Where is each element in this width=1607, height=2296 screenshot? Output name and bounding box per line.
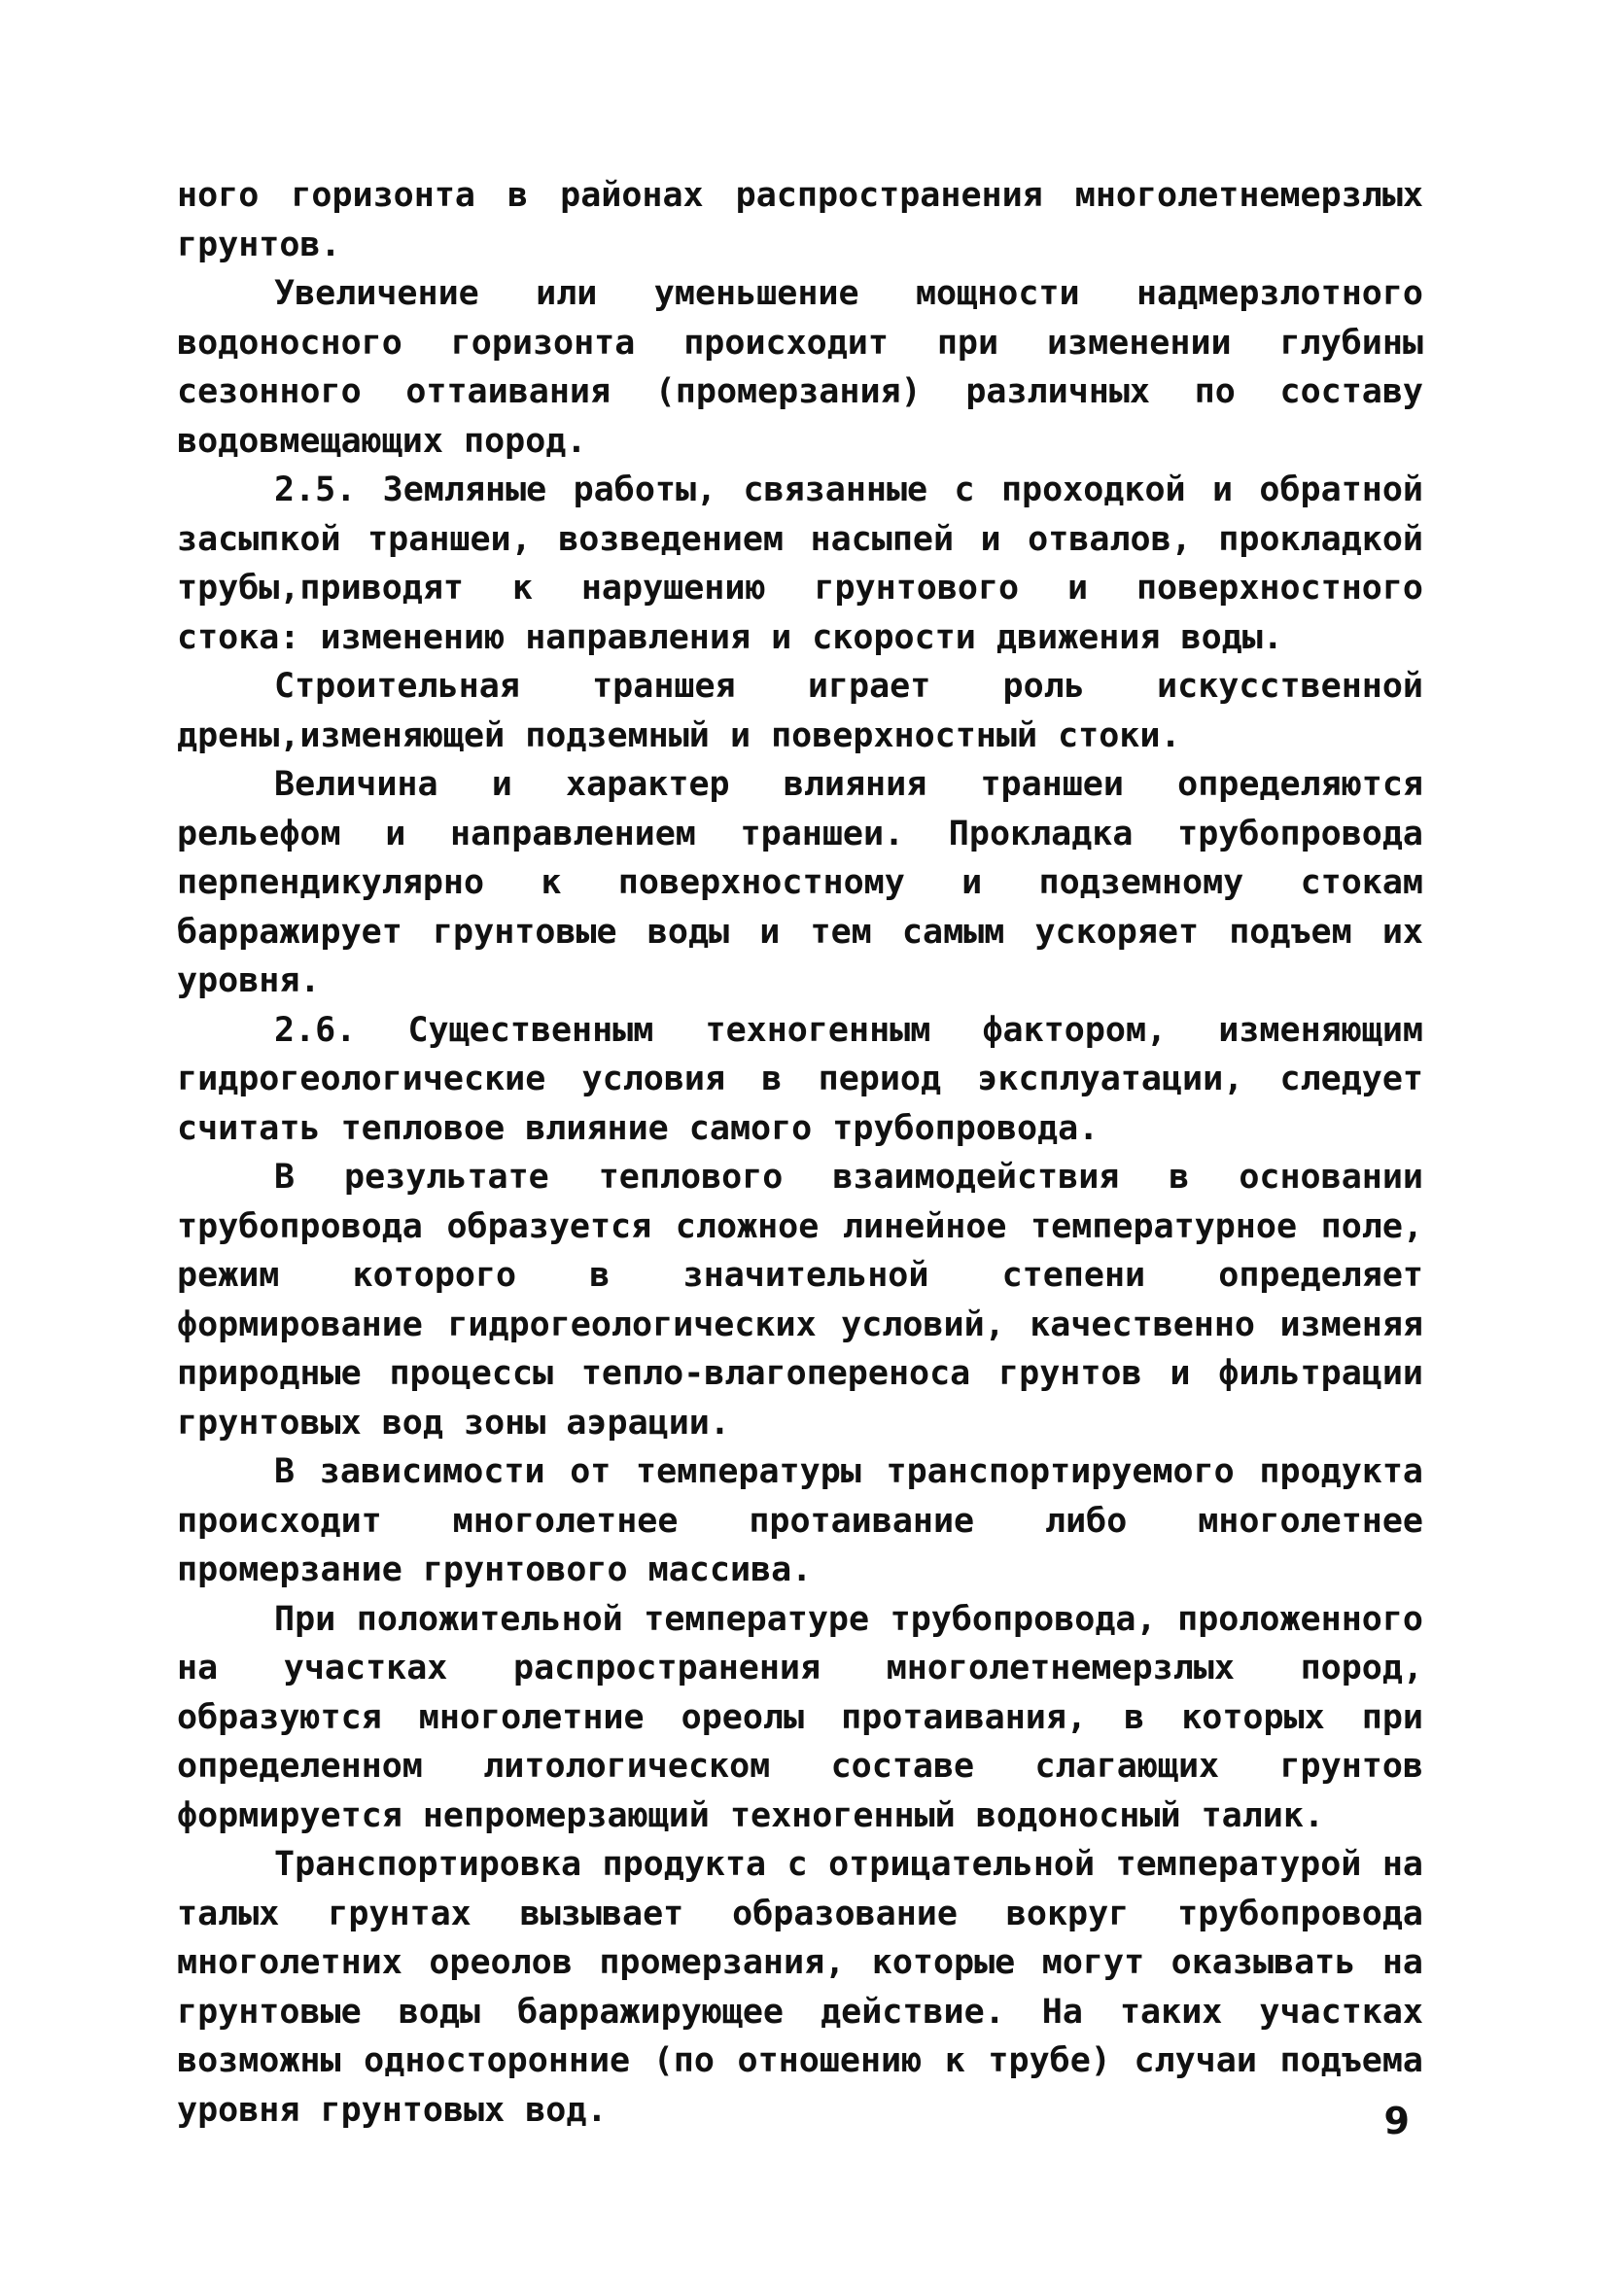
paragraph-continuation: ного горизонта в районах распространения многолетнемерзлых грунтов. [177, 176, 1423, 264]
paragraph: Транспортировка продукта с отрицательной температурой на талых грунтах вызывает образование вокруг трубопровода многолетних ореолов промерзания, которые могут оказывать на грунтовые воды барражирующее действие. На таких участках возможны односторонние (по отношению к трубе) случаи подъема уровня грунтовых вод. [177, 1845, 1423, 2130]
paragraph: В зависимости от температуры транспортируемого продукта происходит многолетнее протаивание либо многолетнее промерзание грунтового массива. [177, 1452, 1423, 1589]
paragraph: При положительной температуре трубопровода, проложенного на участках распространения многолетнемерзлых пород, образуются многолетние ореолы протаивания, в которых при определенном литологическом составе слагающих грунтов формируется непромерзающий техногенный водоносный талик. [177, 1599, 1423, 1835]
paragraph: Строительная траншея играет роль искусственной дрены,изменяющей подземный и поверхностный стоки. [177, 667, 1423, 755]
paragraph-section-2-5: 2.5. Земляные работы, связанные с проходкой и обратной засыпкой траншеи, возведением насыпей и отвалов, прокладкой трубы,приводят к нарушению грунтового и поверхностного стока: изменению направления и скорости движения воды. [177, 470, 1423, 657]
paragraph: В результате теплового взаимодействия в основании трубопровода образуется сложное линейное температурное поле, режим которого в значительной степени определяет формирование гидрогеологических условий, качественно изменяя природные процессы тепло-влагопереноса грунтов и фильтрации грунтовых вод зоны аэрации. [177, 1158, 1423, 1443]
body-text [177, 171, 1423, 2135]
paragraph: Величина и характер влияния траншеи определяются рельефом и направлением траншеи. Прокладка трубопровода перпендикулярно к поверхностному и подземному стокам барражирует грунтовые воды и тем самым ускоряет подъем их уровня. [177, 765, 1423, 1000]
paragraph-section-2-6: 2.6. Существенным техногенным фактором, изменяющим гидрогеологические условия в период эксплуатации, следует считать тепловое влияние самого трубопровода. [177, 1010, 1423, 1148]
paragraph: Увеличение или уменьшение мощности надмерзлотного водоносного горизонта происходит при изменении глубины сезонного оттаивания (промерзания) различных по составу водовмещающих пород. [177, 274, 1423, 461]
page-number: 9 [1383, 2100, 1410, 2142]
